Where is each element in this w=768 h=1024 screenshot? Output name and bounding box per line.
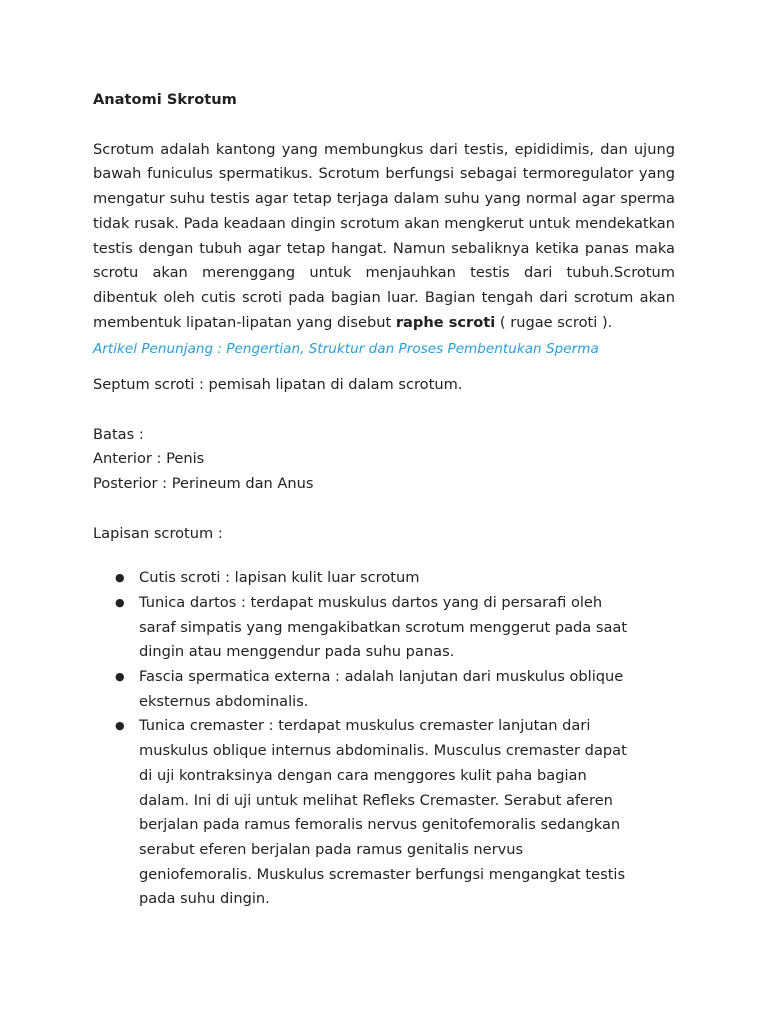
list-item	[93, 566, 639, 591]
list-item-text: Cutis scroti : lapisan kulit luar scrotum	[139, 569, 420, 587]
bullet-icon: ●	[115, 571, 125, 585]
septum-text: Septum scroti : pemisah lipatan di dalam scrotum.	[93, 376, 463, 394]
spacer	[93, 546, 675, 566]
bullet-icon: ●	[115, 670, 125, 684]
list-item-text: Tunica cremaster : terdapat muskulus cremaster lanjutan dari muskulus oblique internus abdominalis. Musculus cremaster dapat di uji kontraksinya dengan cara menggores kulit paha bagian dalam. Ini di uji untuk melihat Refleks Cremaster. Serabut aferen berjalan pada ramus femoralis nervus genitofemoralis sedangkan serabut eferen berjalan pada ramus genitalis nervus geniofemoralis. Muskulus scremaster berfungsi mengangkat testis pada suhu dingin.	[139, 717, 627, 908]
spacer	[93, 398, 675, 423]
anterior-text: Anterior : Penis	[93, 450, 205, 468]
bullet-icon: ●	[115, 719, 125, 733]
list-item	[93, 665, 639, 714]
intro-paragraph	[93, 138, 675, 336]
lapisan-heading: Lapisan scrotum :	[93, 524, 223, 542]
bullet-icon: ●	[115, 595, 125, 609]
intro-tail: ( rugae scroti ).	[495, 313, 613, 331]
list-item-text: Fascia spermatica externa : adalah lanjutan dari muskulus oblique eksternus abdominalis.	[139, 668, 624, 710]
document-content	[93, 88, 675, 912]
list-item	[93, 714, 639, 912]
intro-bold-term: raphe scroti	[395, 313, 496, 331]
spacer	[93, 497, 675, 522]
list-item	[93, 591, 639, 665]
batas-heading: Batas :	[93, 425, 144, 443]
intro-text: Scrotum adalah kantong yang membungkus dari testis, epididimis, dan ujung bawah funiculus spermatikus. Scrotum berfungsi sebagai termoregulator yang mengatur suhu testis agar tetap terjaga dalam suhu yang normal agar sperma tidak rusak. Pada keadaan dingin scrotum akan mengkerut untuk mendekatkan testis dengan tubuh agar tetap hangat. Namun sebaliknya ketika panas maka scrotu akan merenggang untuk menjauhkan testis dari tubuh.Scrotum dibentuk oleh cutis scroti pada bagian luar. Bagian tengah dari scrotum akan membentuk lipatan-lipatan yang disebut	[93, 140, 675, 331]
page-title: Anatomi Skrotum	[93, 91, 237, 108]
layers-list	[93, 566, 675, 912]
related-article-link[interactable]: Artikel Penunjang : Pengertian, Struktur dan Proses Pembentukan Sperma	[93, 341, 599, 358]
list-item-text: Tunica dartos : terdapat muskulus dartos yang di persarafi oleh saraf simpatis yang mengakibatkan scrotum menggerut pada saat dingin atau menggendur pada suhu panas.	[139, 593, 628, 661]
posterior-text: Posterior : Perineum dan Anus	[93, 475, 314, 493]
